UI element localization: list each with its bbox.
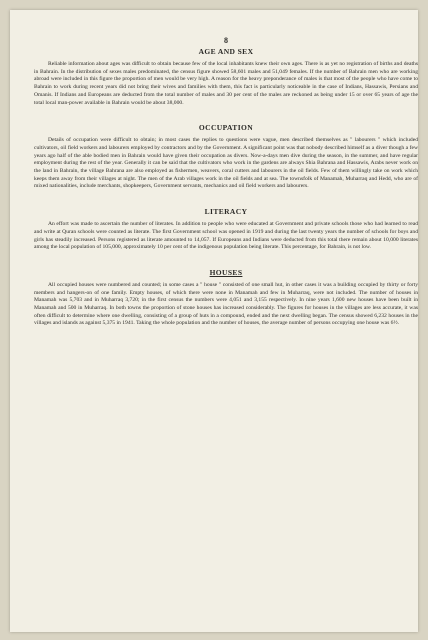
section-body-literacy: An effort was made to ascertain the number of literates. In addition to people who were educated at Government and private schools those who had learned to read and write at Quran schools were counted as literate. The first Government school was opened in 1919 and during the last twenty years the number of schools for boys and girls has steadily increased. Persons registered as literate amounted to 14,057. If Europeans and Indians were deducted from this total there remain about 10,000 literates among the local population of 105,000, approximately 10 per cent of the indigenous population being literate. This percentage, for Bahrain, is not low. (34, 221, 418, 251)
section-heading-literacy: LITERACY (204, 207, 248, 217)
section-body-age-and-sex: Reliable information about ages was difficult to obtain because few of the local inhabitants knew their own ages. There is as yet no registration of births and deaths in Bahrain. In the distribution of sexes males predominated, the census figure showed 58,601 males and 51,049 females. If the number of Bahrain men who are working abroad were included in this figure the proportion of men would be very high. A reason for the heavy preponderance of males is that most of the people who have come to Bahrain to work during recent years did not bring their wives and families with them, this fact is particularly noticeable in the case of Indians, Hassawis, Persians and Omanis. If Indians and Europeans are deducted from the total number of males and 30 per cent of the males are reckoned as being under 15 or over 65 years of age the total local man-power available in Bahrain would be about 38,000. (34, 61, 418, 106)
section-literacy (34, 207, 418, 252)
section-occupation (34, 123, 418, 191)
section-age-and-sex (34, 47, 418, 107)
document-page (10, 10, 418, 632)
section-houses (34, 268, 418, 328)
section-heading-occupation: OCCUPATION (198, 123, 254, 133)
section-body-occupation: Details of occupation were difficult to obtain; in most cases the replies to questions were vague, men described themselves as " labourers " which included cultivators, oil field workers and labourers employed by contractors and by the Government. A significant point was that nobody described himself as a diver though a few years ago half of the able bodied men in Bahrain would have given their occupation as divers. Now-a-days men dive during the season, in the summer, and have regular employment during the rest of the year. Generally it can be said that the cultivators who work in the gardens are always Shia Bahrana and Hassawis, Arabs never work on the land in Bahrain, the village Bahrana are also employed as fishermen, weavers, coral cutters and labourers in the oil fields. Few of them willingly take on work which keeps them away from their villages at night. The men of the Arab villages work in the oil fields and at sea. The townsfolk of Manamah, Muharraq and Hedd, who are of mixed nationalities, include merchants, shopkeepers, Government servants, mechanics and oil field workers and labourers. (34, 137, 418, 190)
page-number: 8 (224, 36, 228, 45)
section-heading-age-and-sex: AGE AND SEX (198, 47, 254, 56)
section-body-houses: All occupied houses were numbered and counted; in some cases a " house " consisted of one small hut, in other cases it was a building occupied by thirty or forty members and hangers-on of one family. Empty houses, of which there were none in Manamah and few in Muharraq, were not included. The number of houses in Manamah was 5,703 and in Muharraq 3,720; in the first census the numbers were 4,051 and 3,155 respectively. In nine years 1,600 new houses have been built in Manamah and 500 in Muharraq. In both towns the proportion of stone houses has increased considerably. The figures for houses in the villages are less accurate, it was often difficult to determine where one dwelling, consisting of a group of huts in a compound, ended and the next dwelling began. The census showed 6,232 houses in the villages and islands as against 5,375 in 1941. Taking the whole population and the number of houses, the average number of persons occupying one house was 6½. (34, 281, 418, 327)
page-content (34, 36, 418, 344)
section-heading-houses: HOUSES (209, 267, 243, 277)
